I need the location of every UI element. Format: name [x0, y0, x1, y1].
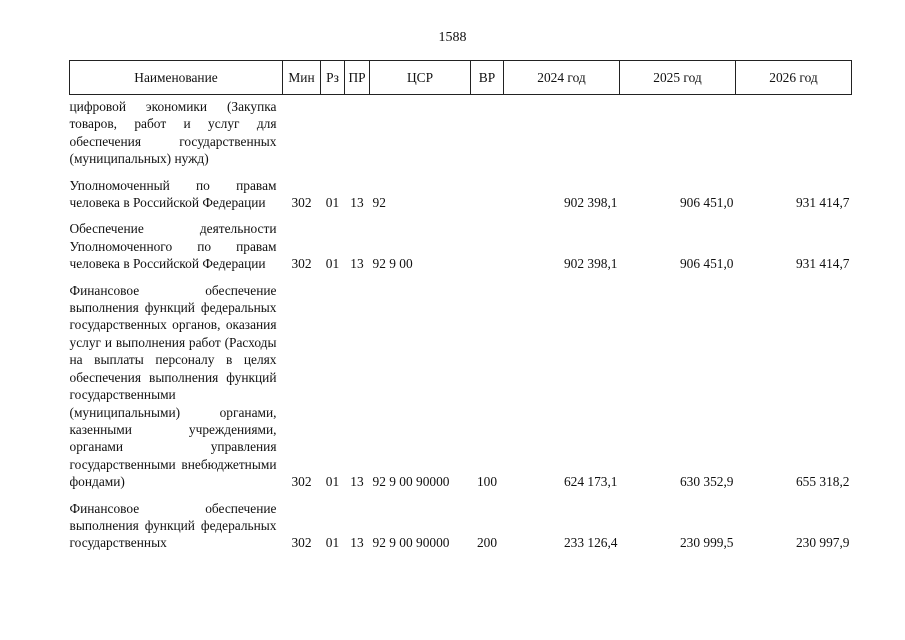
row-min: 302	[291, 474, 312, 490]
table-header	[70, 61, 852, 95]
row-2026: 230 997,9	[795, 535, 850, 551]
header-2026: 2026 год	[736, 61, 852, 95]
table-row	[70, 211, 852, 272]
header-2024: 2024 год	[504, 61, 620, 95]
row-2026: 931 414,7	[795, 195, 850, 211]
row-2025	[620, 95, 736, 168]
header-csr: ЦСР	[370, 61, 471, 95]
row-vr	[471, 211, 504, 272]
row-rz: 01	[325, 195, 340, 211]
row-vr	[471, 168, 504, 212]
row-vr: 100	[476, 474, 498, 490]
row-name: Обеспечение деятельности Уполномоченного по правам человека в Российской Федерации	[69, 221, 277, 272]
row-vr: 200	[476, 535, 498, 551]
row-2026	[736, 95, 852, 168]
header-2025: 2025 год	[620, 61, 736, 95]
row-name: Финансовое обеспечение выполнения функций федеральных государственных	[69, 500, 277, 551]
table-row	[70, 168, 852, 212]
row-rz: 01	[325, 256, 340, 272]
header-name: Наименование	[70, 61, 283, 95]
table-row	[70, 491, 852, 552]
row-csr: 92 9 00 90000	[372, 474, 450, 490]
row-name: Уполномоченный по правам человека в Российской Федерации	[69, 177, 277, 211]
row-2024: 902 398,1	[563, 195, 618, 211]
table-body	[70, 95, 852, 552]
row-min	[283, 95, 321, 168]
row-2026: 655 318,2	[795, 474, 850, 490]
row-rz: 01	[325, 535, 340, 551]
row-2024: 902 398,1	[563, 256, 618, 272]
row-pr: 13	[350, 195, 364, 211]
row-min: 302	[291, 256, 312, 272]
row-2026: 931 414,7	[795, 256, 850, 272]
row-2024: 233 126,4	[563, 535, 618, 551]
row-name: цифровой экономики (Закупка товаров, работ и услуг для обеспечения государственных (муниципальных) нужд)	[69, 99, 277, 167]
table-row	[70, 95, 852, 168]
row-csr	[370, 95, 471, 168]
row-min: 302	[291, 195, 312, 211]
row-csr: 92 9 00 90000	[372, 535, 450, 551]
row-pr: 13	[350, 256, 364, 272]
row-csr: 92	[372, 195, 386, 211]
row-rz	[321, 95, 345, 168]
table-row	[70, 273, 852, 491]
row-2024: 624 173,1	[563, 474, 618, 490]
row-pr: 13	[350, 474, 364, 490]
row-name: Финансовое обеспечение выполнения функций федеральных государственных органов, оказания услуг и выполнения работ (Расходы на выплаты персоналу в целях обеспечения выполнения функций государственными (муниципальными) органами, казенными учреждениями, органами управления государственными внебюджетными фондами)	[69, 282, 277, 490]
header-rz: Рз	[321, 61, 345, 95]
page-number: 1588	[438, 30, 467, 45]
row-2025: 230 999,5	[679, 535, 734, 551]
row-2025: 630 352,9	[679, 474, 734, 490]
row-pr	[345, 95, 370, 168]
row-2024	[504, 95, 620, 168]
row-pr: 13	[350, 535, 364, 551]
row-min: 302	[291, 535, 312, 551]
row-csr: 92 9 00	[372, 256, 413, 272]
header-min: Мин	[283, 61, 321, 95]
budget-table	[69, 60, 852, 552]
row-2025: 906 451,0	[679, 195, 734, 211]
row-2025: 906 451,0	[679, 256, 734, 272]
header-vr: ВР	[471, 61, 504, 95]
row-rz: 01	[325, 474, 340, 490]
header-pr: ПР	[345, 61, 370, 95]
row-vr	[471, 95, 504, 168]
